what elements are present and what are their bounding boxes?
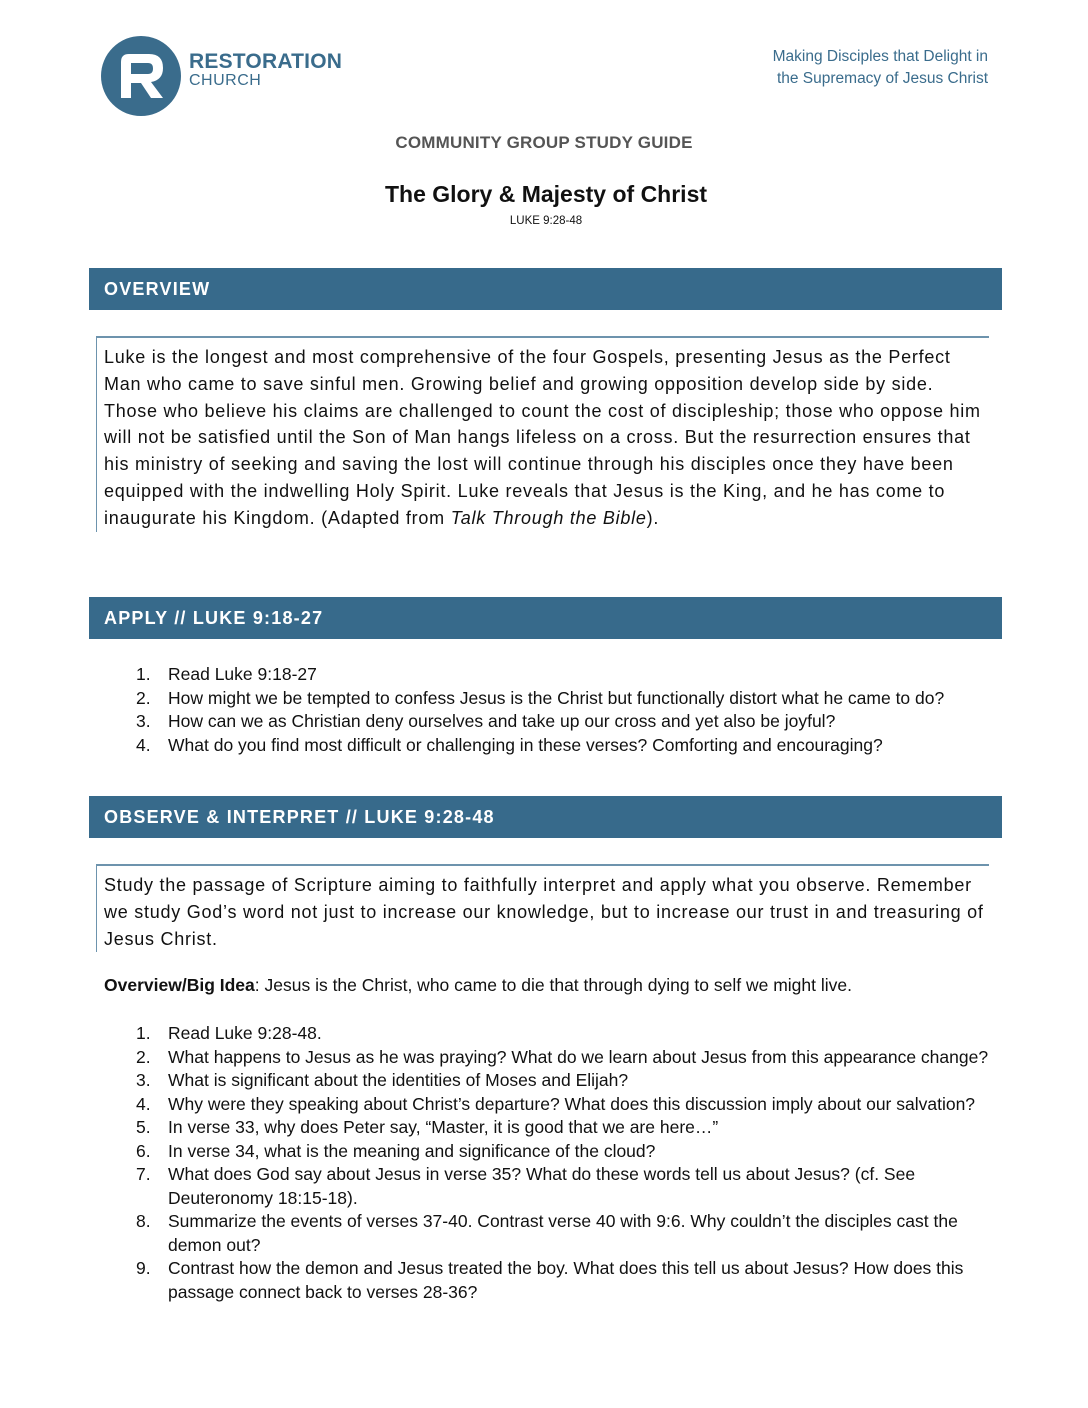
- question-item: [104, 1022, 1004, 1046]
- question-text: What does God say about Jesus in verse 35? What do these words tell us about Jesus? (cf. See Deuteronomy 18:15-18).: [168, 1164, 916, 1208]
- question-item: [104, 1069, 1004, 1093]
- question-text: How might we be tempted to confess Jesus is the Christ but functionally distort what he came to do?: [168, 687, 945, 708]
- question-text: In verse 33, why does Peter say, “Master, it is good that we are here…”: [168, 1117, 719, 1137]
- question-item: [104, 1163, 1004, 1210]
- question-text: Read Luke 9:18-27: [168, 664, 317, 684]
- overview-body-text: Luke is the longest and most comprehensive of the four Gospels, presenting Jesus as the Perfect Man who came to save sinful men. Growing belief and growing opposition develop side by side. Those who believe his claims are challenged to count the cost of discipleship; those who oppose him will not be satisfied until the Son of Man hangs lifeless on a cross. But the resurrection ensures that his ministry of seeking and saving the lost will continue through his disciples once they have been equipped with the indwelling Holy Spirit. Luke reveals that Jesus is the King, and he has come to inaugurate his Kingdom. (Adapted from: [104, 347, 981, 528]
- question-text: In verse 34, what is the meaning and significance of the cloud?: [168, 1140, 656, 1161]
- question-text: Read Luke 9:28-48.: [168, 1023, 322, 1043]
- question-item: [104, 734, 1004, 758]
- question-item: [104, 1257, 1004, 1304]
- overview-body-source: Talk Through the Bible: [450, 507, 647, 528]
- overview-heading: OVERVIEW: [89, 268, 1002, 310]
- question-text: What happens to Jesus as he was praying? What do we learn about Jesus from this appearance change?: [168, 1046, 989, 1067]
- passage-reference: LUKE 9:28-48: [509, 215, 583, 227]
- question-item: [104, 1210, 1004, 1257]
- question-item: [104, 710, 1004, 734]
- observe-heading: OBSERVE & INTERPRET // LUKE 9:28-48: [89, 796, 1002, 838]
- page-title: The Glory & Majesty of Christ: [384, 181, 708, 207]
- question-number: 2.: [136, 1046, 151, 1067]
- question-item: [104, 1093, 1004, 1117]
- big-idea-text: : Jesus is the Christ, who came to die that through dying to self we might live.: [254, 975, 852, 995]
- question-number: 8.: [136, 1211, 151, 1231]
- question-text: Contrast how the demon and Jesus treated the boy. What does this tell us about Jesus? How does this passage connect back to verses 28-36?: [168, 1258, 964, 1302]
- question-number: 2.: [136, 687, 151, 708]
- logo-r-icon: [101, 36, 181, 116]
- church-logo: [101, 36, 341, 118]
- question-number: 6.: [136, 1140, 151, 1161]
- question-number: 1.: [136, 664, 151, 684]
- question-text: What is significant about the identities of Moses and Elijah?: [168, 1070, 629, 1090]
- tagline-line-2: the Supremacy of Jesus Christ: [776, 70, 988, 87]
- logo-name: RESTORATION: [189, 50, 343, 73]
- question-number: 4.: [136, 1093, 151, 1114]
- question-number: 7.: [136, 1164, 151, 1184]
- observe-question-list: [104, 1022, 1004, 1304]
- tagline: [773, 46, 988, 90]
- question-item: [104, 1046, 1004, 1070]
- overview-body: [96, 336, 989, 532]
- logo-subtitle: CHURCH: [189, 72, 262, 89]
- question-item: [104, 663, 1004, 687]
- question-text: What do you find most difficult or challenging in these verses? Comforting and encouraging?: [168, 734, 883, 755]
- apply-question-list: [104, 663, 1004, 757]
- big-idea: [104, 973, 852, 997]
- overview-body-tail: ).: [646, 507, 660, 528]
- question-item: [104, 1140, 1004, 1164]
- question-item: [104, 687, 1004, 711]
- guide-title: COMMUNITY GROUP STUDY GUIDE: [395, 133, 693, 152]
- question-number: 4.: [136, 734, 151, 755]
- apply-heading: APPLY // LUKE 9:18-27: [89, 597, 1002, 639]
- question-number: 1.: [136, 1023, 151, 1043]
- question-text: Why were they speaking about Christ’s departure? What does this discussion imply about our salvation?: [168, 1093, 976, 1114]
- tagline-line-1: Making Disciples that Delight in: [772, 48, 988, 65]
- question-number: 3.: [136, 1070, 151, 1090]
- question-item: [104, 1116, 1004, 1140]
- question-number: 5.: [136, 1117, 151, 1137]
- question-number: 3.: [136, 711, 151, 731]
- question-text: Summarize the events of verses 37-40. Contrast verse 40 with 9:6. Why couldn’t the disciples cast the demon out?: [168, 1211, 958, 1255]
- observe-intro: Study the passage of Scripture aiming to faithfully interpret and apply what you observe. Remember we study God’s word not just to increase our knowledge, but to increase our trust in and treasuring of Jesus Christ.: [96, 864, 989, 952]
- question-number: 9.: [136, 1258, 151, 1278]
- question-text: How can we as Christian deny ourselves and take up our cross and yet also be joyful?: [168, 711, 836, 731]
- big-idea-label: Overview/Big Idea: [104, 975, 255, 995]
